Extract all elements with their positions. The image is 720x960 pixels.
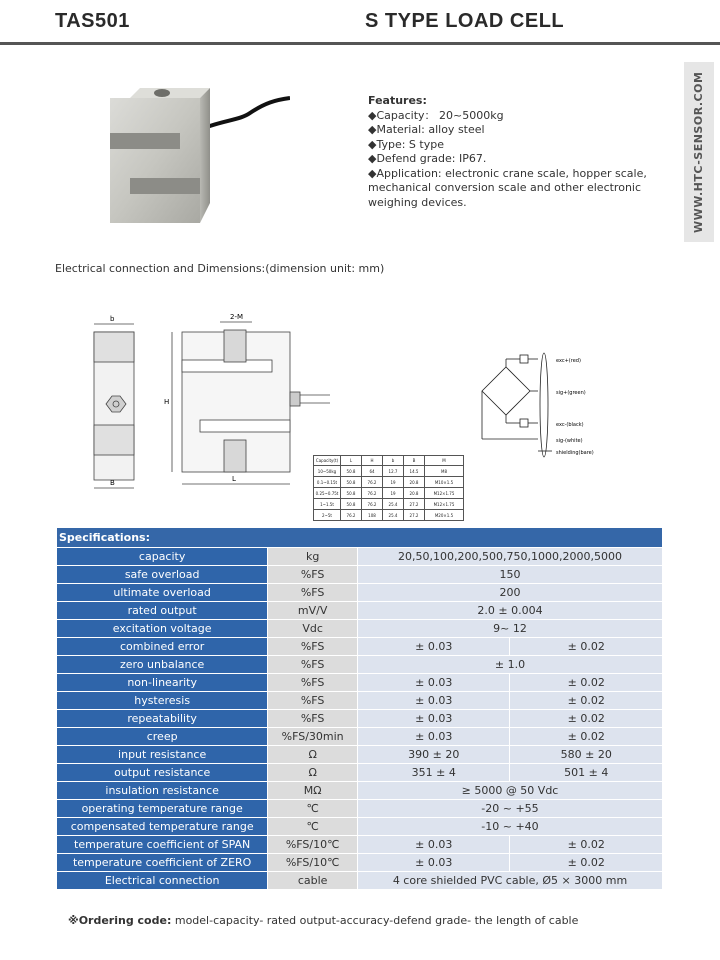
spec-value: ± 0.03	[357, 836, 510, 854]
spec-param-name: ultimate overload	[57, 584, 268, 602]
ordering-text: model-capacity- rated output-accuracy-defend grade- the length of cable	[171, 914, 579, 927]
spec-unit: %FS/10℃	[268, 854, 358, 872]
spec-row	[57, 602, 663, 620]
dim-header: M	[425, 456, 464, 466]
spec-param-name: input resistance	[57, 746, 268, 764]
wiring-diagram	[478, 345, 638, 460]
wire-label: exc+(red)	[556, 358, 581, 364]
dim-cell: 50.8	[341, 477, 362, 488]
spec-value: 200	[357, 584, 662, 602]
spec-row	[57, 746, 663, 764]
spec-value: 4 core shielded PVC cable, Ø5 × 3000 mm	[357, 872, 662, 890]
specifications-heading: Specifications:	[57, 528, 663, 548]
spec-unit: Ω	[268, 746, 358, 764]
dim-cell: 27.2	[404, 510, 425, 521]
dim-cell: 50.8	[341, 466, 362, 477]
spec-param-name: operating temperature range	[57, 800, 268, 818]
wire-label: exc-(black)	[556, 422, 584, 428]
dim-header: b	[383, 456, 404, 466]
spec-param-name: temperature coefficient of SPAN	[57, 836, 268, 854]
spec-row	[57, 764, 663, 782]
wire-label: sig-(white)	[556, 438, 583, 444]
spec-value: 20,50,100,200,500,750,1000,2000,5000	[357, 548, 662, 566]
header-divider	[0, 42, 720, 45]
feature-item: ◆Type: S type	[368, 137, 444, 151]
spec-value: 501 ± 4	[510, 764, 663, 782]
dim-header: B	[404, 456, 425, 466]
spec-row	[57, 728, 663, 746]
spec-value: ± 0.02	[510, 854, 663, 872]
dim-label: 2-M	[230, 313, 244, 321]
dim-cell: 19	[383, 488, 404, 499]
features-block	[368, 94, 668, 210]
dim-cell: M12×1.75	[425, 499, 464, 510]
wire-label: sig+(green)	[556, 390, 586, 396]
spec-row	[57, 836, 663, 854]
dim-cell: 25.4	[383, 499, 404, 510]
dim-cell: 50.8	[341, 499, 362, 510]
feature-item: ◆Defend grade: IP67.	[368, 152, 487, 165]
dim-cell: 76.2	[362, 477, 383, 488]
spec-value: 150	[357, 566, 662, 584]
spec-unit: %FS/10℃	[268, 836, 358, 854]
mounting-hole	[154, 89, 170, 97]
dim-cell: M10×1.5	[425, 477, 464, 488]
spec-unit: %FS	[268, 566, 358, 584]
spec-value: 351 ± 4	[357, 764, 510, 782]
dim-header: H	[362, 456, 383, 466]
dim-header: L	[341, 456, 362, 466]
spec-unit: kg	[268, 548, 358, 566]
spec-value: ± 0.03	[357, 710, 510, 728]
spec-value: ± 0.02	[510, 638, 663, 656]
dim-cell: 25.4	[383, 510, 404, 521]
spec-unit: mV/V	[268, 602, 358, 620]
dim-cell: 50.8	[341, 488, 362, 499]
dim-cell: 20.8	[404, 488, 425, 499]
spec-unit: ℃	[268, 800, 358, 818]
spec-row	[57, 692, 663, 710]
spec-param-name: creep	[57, 728, 268, 746]
spec-row	[57, 638, 663, 656]
spec-row	[57, 656, 663, 674]
electrical-caption: Electrical connection and Dimensions:(dimension unit: mm)	[55, 262, 385, 275]
spec-row	[57, 674, 663, 692]
ordering-label: ※Ordering code:	[68, 914, 172, 927]
spec-row	[57, 548, 663, 566]
spec-value: ≥ 5000 @ 50 Vdc	[357, 782, 662, 800]
spec-param-name: rated output	[57, 602, 268, 620]
feature-item: ◆Material: alloy steel	[368, 123, 485, 136]
dim-cell: 0.25~0.75t	[314, 488, 341, 499]
feature-item: ◆Capacity： 20~5000kg	[368, 108, 504, 122]
spec-param-name: safe overload	[57, 566, 268, 584]
dim-cell: 76.2	[362, 499, 383, 510]
spec-param-name: output resistance	[57, 764, 268, 782]
spec-param-name: combined error	[57, 638, 268, 656]
spec-value: 390 ± 20	[357, 746, 510, 764]
features-heading: Features:	[368, 94, 427, 107]
dim-cell: M8	[425, 466, 464, 477]
spec-row	[57, 854, 663, 872]
ordering-code	[68, 914, 578, 927]
dim-label: H	[164, 398, 170, 406]
spec-param-name: hysteresis	[57, 692, 268, 710]
spec-value: ± 0.02	[510, 710, 663, 728]
spec-param-name: repeatability	[57, 710, 268, 728]
spec-row	[57, 584, 663, 602]
spec-unit: ℃	[268, 818, 358, 836]
spec-unit: %FS	[268, 692, 358, 710]
spec-param-name: insulation resistance	[57, 782, 268, 800]
spec-value: ± 0.03	[357, 692, 510, 710]
brand-side-tab: WWW.HTC-SENSOR.COM	[684, 62, 714, 242]
spec-value: ± 0.02	[510, 728, 663, 746]
dim-label: L	[232, 475, 236, 483]
dim-cell: 27.2	[404, 499, 425, 510]
spec-value: ± 0.02	[510, 674, 663, 692]
dim-label: b	[110, 315, 115, 323]
spec-unit: %FS/30min	[268, 728, 358, 746]
spec-unit: %FS	[268, 656, 358, 674]
spec-row	[57, 782, 663, 800]
dim-cell: 76.2	[341, 510, 362, 521]
spec-row	[57, 710, 663, 728]
spec-row	[57, 818, 663, 836]
dim-cell: 12.7	[383, 466, 404, 477]
dim-header: Capacity(t)	[314, 456, 341, 466]
dim-cell: M12×1.75	[425, 488, 464, 499]
page-title: S TYPE LOAD CELL	[365, 10, 565, 32]
feature-item: ◆Application: electronic crane scale, hopper scale, mechanical conversion scale and other electronic weighing devices.	[368, 166, 647, 209]
spec-value: ± 0.03	[357, 638, 510, 656]
dim-cell: 14.5	[404, 466, 425, 477]
spec-unit: Ω	[268, 764, 358, 782]
dimension-table	[313, 455, 464, 521]
dim-cell: 10~50kg	[314, 466, 341, 477]
spec-param-name: capacity	[57, 548, 268, 566]
spec-unit: cable	[268, 872, 358, 890]
dim-cell: 1~1.5t	[314, 499, 341, 510]
dim-cell: 108	[362, 510, 383, 521]
spec-value: ± 0.03	[357, 674, 510, 692]
dim-cell: 20.8	[404, 477, 425, 488]
cable	[204, 98, 290, 128]
spec-unit: MΩ	[268, 782, 358, 800]
spec-unit: %FS	[268, 638, 358, 656]
spec-value: -20 ~ +55	[357, 800, 662, 818]
spec-row	[57, 800, 663, 818]
spec-row	[57, 872, 663, 890]
spec-unit: %FS	[268, 584, 358, 602]
spec-row	[57, 566, 663, 584]
dim-label: B	[110, 479, 115, 487]
dim-cell: 19	[383, 477, 404, 488]
dim-cell: 64	[362, 466, 383, 477]
spec-param-name: non-linearity	[57, 674, 268, 692]
spec-value: ± 0.02	[510, 692, 663, 710]
wire-label: shielding(bare)	[556, 450, 594, 456]
spec-value: -10 ~ +40	[357, 818, 662, 836]
spec-value: ± 1.0	[357, 656, 662, 674]
dim-cell: 0.1~0.15t	[314, 477, 341, 488]
spec-value: ± 0.03	[357, 728, 510, 746]
spec-value: ± 0.03	[357, 854, 510, 872]
spec-param-name: excitation voltage	[57, 620, 268, 638]
product-photo	[100, 78, 290, 238]
spec-row	[57, 620, 663, 638]
spec-param-name: zero unbalance	[57, 656, 268, 674]
dim-cell: M20×1.5	[425, 510, 464, 521]
spec-unit: %FS	[268, 674, 358, 692]
spec-value: 580 ± 20	[510, 746, 663, 764]
spec-unit: %FS	[268, 710, 358, 728]
spec-value: 2.0 ± 0.004	[357, 602, 662, 620]
spec-unit: Vdc	[268, 620, 358, 638]
spec-param-name: temperature coefficient of ZERO	[57, 854, 268, 872]
dim-cell: 2~5t	[314, 510, 341, 521]
spec-param-name: Electrical connection	[57, 872, 268, 890]
model-number: TAS501	[55, 10, 130, 32]
specifications-table	[56, 527, 663, 890]
spec-value: ± 0.02	[510, 836, 663, 854]
spec-value: 9~ 12	[357, 620, 662, 638]
dim-cell: 76.2	[362, 488, 383, 499]
spec-param-name: compensated temperature range	[57, 818, 268, 836]
